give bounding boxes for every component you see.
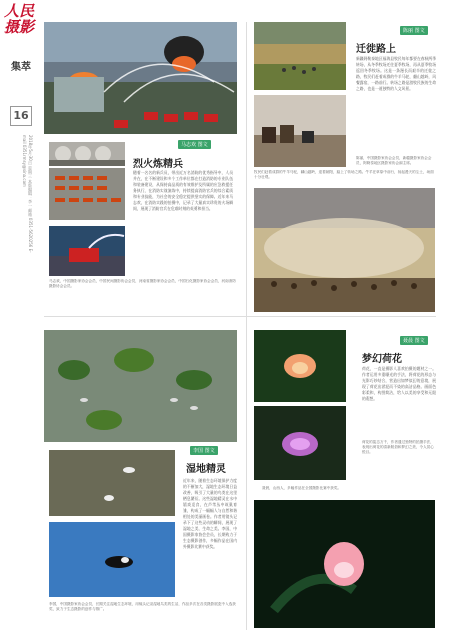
photo-lotus-1 (254, 330, 346, 402)
photo-wetland-ducks (44, 330, 237, 442)
tag-firefighter (178, 140, 211, 149)
title-firefighter: 烈火炼精兵 (133, 159, 183, 170)
title-wetland: 湿地精灵 (186, 464, 226, 475)
caption-migration: 陈丽，中国摄影家协会会员，新疆摄影家协会会员，阿勒泰地区摄影家协会副主席。 (356, 156, 432, 165)
tag-label: 图文 (204, 448, 215, 454)
tag-author: 聂晨 (403, 338, 414, 344)
tag-author: 马志欢 (181, 142, 197, 148)
divider-vertical (246, 22, 247, 630)
publication-info: 2018年5月30日 星期三 本版编辑：李一 邮箱 0351-5620256 E-mail 0351rmsy@sina.com (22, 135, 33, 253)
caption-lotus: 聂晨，山西人，多幅作品在全国摄影比赛中获奖。 (262, 486, 342, 490)
photo-caption-migration: 牧民们赶着成群的牛羊马驼，翻山越岭，迎着朝阳，踏上了转场之路。牛羊在草原中前行，扬起漫天的尘土，场面十分壮观。 (254, 170, 434, 179)
tag-label: 图文 (414, 338, 425, 344)
photo-migration-horses (254, 95, 346, 167)
body-firefighter: 随着一名名的新兵员，带出近万名消防的优秀指导中，人员并在，在不断建设和多个工作单位都在打造消防的专业队伍和装备建设，从保持高品质的有效维护及所属的应急救援任务执行，在消防实战演练中，持续提高消防官兵的综合素质和专业技能，为社会的安全稳定提供坚实的保障。近年来马志欢，在消防实践的拍摄中，记录了大量真实珍贵的火场瞬间，展现了消防官兵在危难时刻的英勇和担当。 (133, 170, 233, 211)
page-number: 16 (10, 106, 32, 126)
photo-lotus-3 (254, 500, 435, 628)
photo-fire-tanks (49, 142, 125, 166)
body-migration: 新疆阿勒泰地区福海县牧民每年都要在春秋两季转场，从冬季牧场迁往夏季牧场，再从夏季牧场返回冬季牧场。这是一条漫长而艰辛的迁徙之路，牧民们赶着成群的牛羊马驼，翻山越岭，风餐露宿，一路前行。转场之路是游牧民族的生命之路，也是一道独特的人文风景。 (356, 56, 436, 91)
title-migration: 迁徙路上 (356, 44, 396, 55)
tag-label: 图文 (197, 142, 208, 148)
photo-fire-trucks-aerial (49, 168, 125, 220)
body-wetland: 近年来，随着生态环境保护力度的不断加大，湿地生态环境日益改善，吸引了大量的鸟类在这里栖息繁衍。这些湿地精灵在水中嬉戏觅食，在芦苇丛中筑巢育雏，构成了一幅幅人与自然和谐相处的美丽画卷。作者用镜头记录下了这些灵动的瞬间，展现了湿地之美、生命之美。李国，中国摄影家协会会员，长期致力于生态摄影创作，多幅作品在国内外摄影比赛中获奖。 (183, 478, 237, 549)
body-lotus: 荷花，一直是摄影人喜欢拍摄的题材之一。作者运用多重曝光的手法，将荷花的形态与光影巧妙结合，营造出如梦似幻的意境，展现了荷花出淤泥而不染的高洁品格。画面色彩柔和，构图简洁，给人以美的享受和无限的遐想。 (362, 366, 436, 401)
photo-fire-training-main (44, 22, 237, 134)
photo-caption-lotus: 荷花的姿态万千，作者通过独特的拍摄手法，表现出荷花的清新脱俗和梦幻之美，令人赏心悦目。 (362, 440, 434, 454)
logo-line1: 人民 (4, 2, 35, 20)
section-name: 集萃 (11, 62, 31, 73)
caption-wetland: 李国，中国摄影家协会会员，长期关注湿地生态环境，用镜头记录湿地鸟类的生活，作品多次在各类摄影展览中入选获奖，致力于生态摄影的创作与推广。 (49, 602, 236, 611)
logo-line2: 摄影 (4, 18, 35, 36)
tag-lotus (400, 336, 428, 345)
tag-author: 陈丽 (403, 28, 414, 34)
photo-lotus-2 (254, 406, 346, 480)
photo-wetland-egrets (49, 450, 175, 516)
tag-label: 图文 (414, 28, 425, 34)
tag-migration (400, 26, 428, 35)
tag-author: 李国 (193, 448, 204, 454)
photo-wetland-water-birds (49, 522, 175, 597)
tag-wetland (190, 446, 218, 455)
photo-fire-truck-spray (49, 226, 125, 276)
divider-horizontal (44, 316, 436, 317)
photo-migration-grassland (254, 22, 346, 90)
photo-migration-dust (254, 188, 435, 312)
caption-firefighter: 马志欢，中国摄影家协会会员，中国民间摄影协会会员，河南省摄影家协会会员，中国石化摄影家协会会员，河南消防摄影协会会员。 (49, 279, 236, 288)
masthead-logo (4, 3, 40, 35)
title-lotus: 梦幻荷花 (362, 354, 402, 365)
